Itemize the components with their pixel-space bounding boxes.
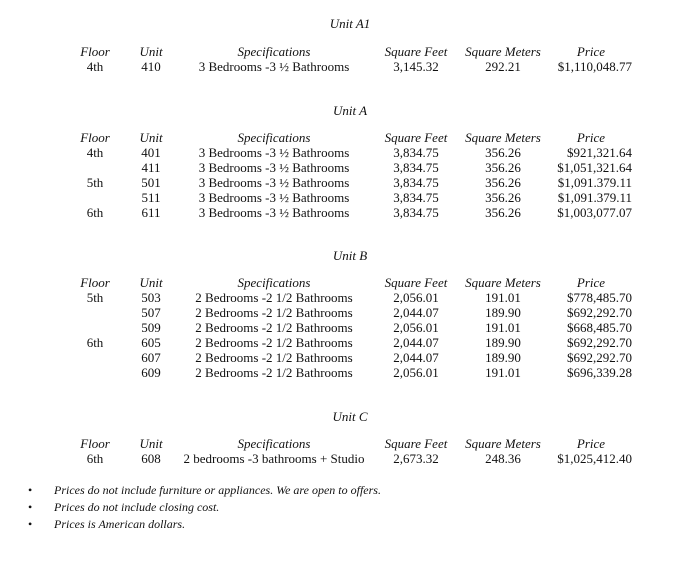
- cell-square-feet: 3,834.75: [393, 160, 439, 175]
- cell-unit: 611: [141, 205, 161, 220]
- cell-floor: 6th: [86, 335, 104, 350]
- header-unit: Unit: [139, 130, 163, 145]
- cell-square-meters: 356.26: [485, 190, 521, 205]
- cell-unit: 411: [141, 160, 161, 175]
- cell-square-feet: 3,834.75: [393, 145, 439, 160]
- cell-unit: 509: [141, 320, 161, 335]
- cell-unit: 507: [141, 305, 161, 320]
- header-floor: Floor: [80, 275, 110, 290]
- cell-square-feet: 2,056.01: [393, 320, 439, 335]
- table-row: [0, 175, 700, 190]
- cell-unit: 503: [141, 290, 161, 305]
- table-row: [0, 335, 700, 350]
- cell-square-feet: 2,044.07: [393, 350, 439, 365]
- header-square-feet: Square Feet: [384, 130, 448, 145]
- table-row: [0, 205, 700, 220]
- note-text: Prices is American dollars.: [54, 517, 186, 531]
- note-text: Prices do not include furniture or appliances. We are open to offers.: [54, 483, 381, 497]
- table-row: [0, 145, 700, 160]
- header-square-feet: Square Feet: [384, 44, 448, 59]
- cell-unit: 511: [141, 190, 161, 205]
- cell-square-feet: 3,834.75: [393, 205, 439, 220]
- section-title: Unit C: [332, 409, 368, 424]
- cell-square-meters: 248.36: [485, 451, 521, 466]
- header-price: Price: [576, 130, 606, 145]
- table-header: [0, 44, 700, 59]
- header-square-meters: Square Meters: [465, 436, 541, 451]
- cell-price: $1,091.379.11: [557, 175, 632, 190]
- cell-unit: 609: [141, 365, 161, 380]
- note-text: Prices do not include closing cost.: [54, 500, 220, 514]
- header-unit: Unit: [139, 275, 163, 290]
- table-row: [0, 305, 700, 320]
- table-row: [0, 451, 700, 466]
- list-item: [28, 482, 668, 499]
- header-specifications: Specifications: [237, 275, 311, 290]
- cell-specifications: 3 Bedrooms -3 ½ Bathrooms: [198, 59, 350, 74]
- cell-floor: 6th: [86, 451, 104, 466]
- cell-price: $921,321.64: [567, 145, 632, 160]
- cell-specifications: 2 Bedrooms -2 1/2 Bathrooms: [195, 335, 353, 350]
- cell-specifications: 2 Bedrooms -2 1/2 Bathrooms: [195, 290, 353, 305]
- cell-unit: 501: [141, 175, 161, 190]
- cell-price: $1,051,321.64: [557, 160, 632, 175]
- cell-square-feet: 2,673.32: [393, 451, 439, 466]
- cell-square-meters: 191.01: [485, 320, 521, 335]
- cell-specifications: 2 bedrooms -3 bathrooms + Studio: [183, 451, 365, 466]
- table-header: [0, 275, 700, 290]
- bullet-icon: •: [28, 500, 33, 514]
- cell-specifications: 3 Bedrooms -3 ½ Bathrooms: [198, 190, 350, 205]
- cell-price: $692,292.70: [567, 350, 632, 365]
- cell-unit: 605: [141, 335, 161, 350]
- table-row: [0, 320, 700, 335]
- cell-square-meters: 356.26: [485, 160, 521, 175]
- cell-price: $692,292.70: [567, 335, 632, 350]
- cell-price: $696,339.28: [567, 365, 632, 380]
- cell-specifications: 2 Bedrooms -2 1/2 Bathrooms: [195, 365, 353, 380]
- cell-square-meters: 189.90: [485, 305, 521, 320]
- cell-floor: 4th: [86, 145, 104, 160]
- table-header: [0, 130, 700, 145]
- cell-unit: 607: [141, 350, 161, 365]
- table-row: [0, 350, 700, 365]
- cell-floor: 5th: [86, 290, 104, 305]
- table-row: [0, 290, 700, 305]
- cell-square-feet: 2,044.07: [393, 305, 439, 320]
- cell-specifications: 3 Bedrooms -3 ½ Bathrooms: [198, 175, 350, 190]
- cell-square-meters: 189.90: [485, 350, 521, 365]
- cell-square-meters: 191.01: [485, 290, 521, 305]
- cell-specifications: 2 Bedrooms -2 1/2 Bathrooms: [195, 350, 353, 365]
- bullet-icon: •: [28, 483, 33, 497]
- cell-square-meters: 189.90: [485, 335, 521, 350]
- table-row: [0, 190, 700, 205]
- cell-price: $1,091.379.11: [557, 190, 632, 205]
- cell-square-meters: 356.26: [485, 205, 521, 220]
- cell-price: $1,003,077.07: [557, 205, 632, 220]
- cell-square-feet: 3,834.75: [393, 190, 439, 205]
- cell-floor: 6th: [86, 205, 104, 220]
- cell-specifications: 3 Bedrooms -3 ½ Bathrooms: [198, 205, 350, 220]
- cell-square-meters: 191.01: [485, 365, 521, 380]
- header-price: Price: [576, 436, 606, 451]
- cell-square-feet: 2,044.07: [393, 335, 439, 350]
- cell-square-feet: 3,145.32: [393, 59, 439, 74]
- cell-specifications: 3 Bedrooms -3 ½ Bathrooms: [198, 145, 350, 160]
- notes-list: [28, 482, 668, 533]
- header-unit: Unit: [139, 436, 163, 451]
- cell-unit: 410: [141, 59, 161, 74]
- header-price: Price: [576, 44, 606, 59]
- cell-square-meters: 292.21: [485, 59, 521, 74]
- cell-square-feet: 2,056.01: [393, 365, 439, 380]
- table-row: [0, 59, 700, 74]
- cell-specifications: 3 Bedrooms -3 ½ Bathrooms: [198, 160, 350, 175]
- header-price: Price: [576, 275, 606, 290]
- header-floor: Floor: [80, 436, 110, 451]
- header-floor: Floor: [80, 44, 110, 59]
- cell-square-meters: 356.26: [485, 145, 521, 160]
- cell-unit: 608: [141, 451, 161, 466]
- list-item: [28, 499, 668, 516]
- cell-price: $778,485.70: [567, 290, 632, 305]
- header-specifications: Specifications: [237, 436, 311, 451]
- header-square-feet: Square Feet: [384, 436, 448, 451]
- cell-square-meters: 356.26: [485, 175, 521, 190]
- cell-square-feet: 3,834.75: [393, 175, 439, 190]
- header-square-feet: Square Feet: [384, 275, 448, 290]
- header-unit: Unit: [139, 44, 163, 59]
- cell-unit: 401: [141, 145, 161, 160]
- list-item: [28, 516, 668, 533]
- header-square-meters: Square Meters: [465, 275, 541, 290]
- cell-price: $692,292.70: [567, 305, 632, 320]
- cell-square-feet: 2,056.01: [393, 290, 439, 305]
- cell-price: $1,025,412.40: [557, 451, 632, 466]
- cell-floor: 5th: [86, 175, 104, 190]
- header-floor: Floor: [80, 130, 110, 145]
- header-square-meters: Square Meters: [465, 130, 541, 145]
- table-row: [0, 365, 700, 380]
- header-specifications: Specifications: [237, 44, 311, 59]
- header-square-meters: Square Meters: [465, 44, 541, 59]
- table-row: [0, 160, 700, 175]
- cell-floor: 4th: [86, 59, 104, 74]
- table-header: [0, 436, 700, 451]
- cell-price: $1,110,048.77: [557, 59, 632, 74]
- cell-specifications: 2 Bedrooms -2 1/2 Bathrooms: [195, 320, 353, 335]
- section-title: Unit A: [332, 103, 368, 118]
- section-title: Unit A1: [329, 16, 371, 31]
- cell-specifications: 2 Bedrooms -2 1/2 Bathrooms: [195, 305, 353, 320]
- header-specifications: Specifications: [237, 130, 311, 145]
- cell-price: $668,485.70: [567, 320, 632, 335]
- bullet-icon: •: [28, 517, 33, 531]
- section-title: Unit B: [332, 248, 368, 263]
